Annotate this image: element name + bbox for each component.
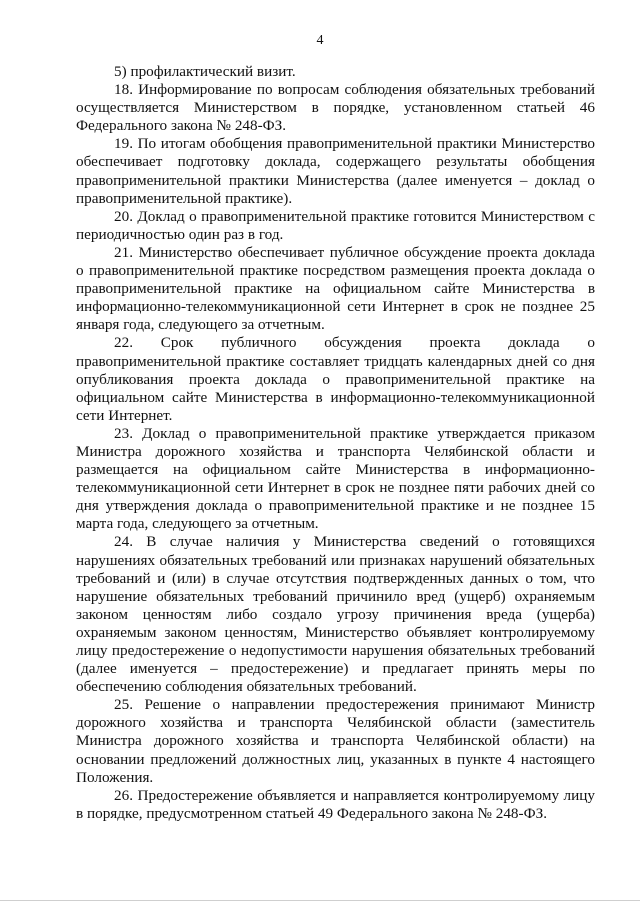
document-body bbox=[76, 63, 595, 823]
paragraph-26: 26. Предостережение объявляется и направляется контролируемому лицу в порядке, предусмотренном статьей 49 Федерального закона № 248-ФЗ. bbox=[76, 786, 595, 822]
paragraph-24: 24. В случае наличия у Министерства сведений о готовящихся нарушениях обязательных требований или признаках нарушений обязательных требований и (или) в случае отсутствия подтвержденных данных о том, что нарушение обязательных требований причинило вред (ущерб) охраняемым законом ценностям либо создало угрозу причинения вреда (ущерба) охраняемым законом ценностям, Министерство объявляет контролируемому лицу предостережение о недопустимости нарушения обязательных требований (далее именуется – предостережение) и предлагает принять меры по обеспечению соблюдения обязательных требований. bbox=[76, 533, 595, 696]
paragraph-22: 22. Срок публичного обсуждения проекта доклада о правоприменительной практике составляет тридцать календарных дней со дня опубликования проекта доклада о правоприменительной практике на официальном сайте Министерства в информационно-телекоммуникационной сети Интернет. bbox=[76, 334, 595, 424]
paragraph-20: 20. Доклад о правоприменительной практике готовится Министерством с периодичностью один раз в год. bbox=[76, 207, 595, 243]
list-item-prophylactic-visit: 5) профилактический визит. bbox=[114, 63, 296, 80]
paragraph-25: 25. Решение о направлении предостережения принимают Министр дорожного хозяйства и транспорта Челябинской области (заместитель Министра дорожного хозяйства и транспорта Челябинской области) на основании предложений должностных лиц, указанных в пункте 4 настоящего Положения. bbox=[76, 696, 595, 786]
page-number: 4 bbox=[316, 33, 324, 48]
paragraph-19: 19. По итогам обобщения правоприменительной практики Министерство обеспечивает подготовку доклада, содержащего результаты обобщения правоприменительной практики Министерства (далее именуется – доклад о правоприменительной практике). bbox=[76, 135, 595, 207]
paragraph-23: 23. Доклад о правоприменительной практике утверждается приказом Министра дорожного хозяйства и транспорта Челябинской области и размещается на официальном сайте Министерства в информационно-телекоммуникационной сети Интернет в срок не позднее пяти рабочих дней со дня утверждения доклада о правоприменительной практике и не позднее 15 марта года, следующего за отчетным. bbox=[76, 424, 595, 533]
paragraph-18: 18. Информирование по вопросам соблюдения обязательных требований осуществляется Министерством в порядке, установленном статьей 46 Федерального закона № 248-ФЗ. bbox=[76, 81, 595, 135]
paragraph-21: 21. Министерство обеспечивает публичное обсуждение проекта доклада о правоприменительной практике посредством размещения проекта доклада о правоприменительной практике на официальном сайте Министерства в информационно-телекоммуникационной сети Интернет в срок не позднее 25 января года, следующего за отчетным. bbox=[76, 243, 595, 334]
scan-edge-line bbox=[0, 900, 640, 901]
